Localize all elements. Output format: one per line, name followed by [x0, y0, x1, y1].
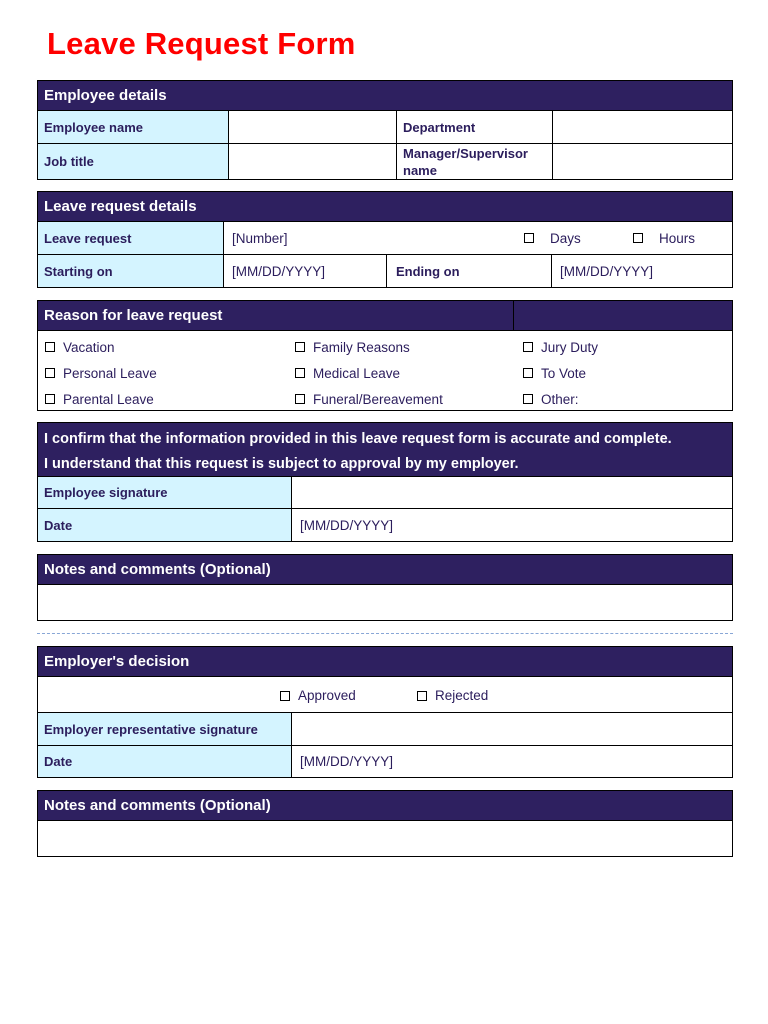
family-reasons-label: Family Reasons [313, 339, 410, 355]
reason-option-vacation[interactable] [45, 334, 295, 360]
employee-details-section [37, 80, 733, 180]
department-field[interactable] [552, 111, 732, 143]
leave-request-section [37, 191, 733, 288]
employee-signature-label: Employee signature [38, 477, 291, 508]
notes-field-2[interactable] [38, 820, 732, 856]
reason-section [37, 300, 733, 411]
days-option[interactable] [524, 231, 581, 246]
employer-decision-section [37, 646, 733, 778]
reason-option-personal-leave[interactable] [45, 360, 295, 386]
employer-signature-field[interactable] [291, 713, 732, 745]
to-vote-checkbox[interactable] [523, 368, 533, 378]
personal-leave-label: Personal Leave [63, 365, 157, 381]
to-vote-label: To Vote [541, 365, 587, 381]
days-checkbox[interactable] [524, 233, 534, 243]
employer-date-field[interactable]: [MM/DD/YYYY] [291, 746, 732, 777]
starting-on-field[interactable]: [MM/DD/YYYY] [223, 255, 386, 287]
other-label: Other: [541, 391, 579, 407]
job-title-field[interactable] [228, 144, 396, 179]
employee-date-field[interactable]: [MM/DD/YYYY] [291, 509, 732, 541]
reason-option-to-vote[interactable] [523, 360, 732, 386]
hours-checkbox[interactable] [633, 233, 643, 243]
starting-on-label: Starting on [38, 255, 223, 287]
hours-label: Hours [659, 230, 696, 246]
confirmation-line-2: I understand that this request is subject to approval by my employer. [44, 456, 519, 472]
parental-leave-checkbox[interactable] [45, 394, 55, 404]
funeral-bereavement-checkbox[interactable] [295, 394, 305, 404]
approved-label: Approved [298, 688, 356, 703]
hours-option[interactable] [633, 231, 695, 246]
rejected-label: Rejected [435, 688, 489, 703]
reason-options [38, 330, 732, 410]
employee-name-label: Employee name [38, 111, 228, 143]
employee-signature-field[interactable] [291, 477, 732, 508]
employee-details-header: Employee details [38, 81, 732, 110]
approved-option[interactable] [280, 688, 356, 703]
vacation-label: Vacation [63, 339, 115, 355]
employer-date-label: Date [38, 746, 291, 777]
leave-request-label: Leave request [38, 222, 223, 254]
personal-leave-checkbox[interactable] [45, 368, 55, 378]
notes-section-2 [37, 790, 733, 857]
family-reasons-checkbox[interactable] [295, 342, 305, 352]
reason-option-other[interactable] [523, 386, 732, 412]
employee-date-label: Date [38, 509, 291, 541]
reason-option-jury-duty[interactable] [523, 334, 732, 360]
employee-name-field[interactable] [228, 111, 396, 143]
reason-option-family-reasons[interactable] [295, 334, 523, 360]
jury-duty-checkbox[interactable] [523, 342, 533, 352]
ending-on-field[interactable]: [MM/DD/YYYY] [551, 255, 732, 287]
reason-header-blank [514, 301, 732, 330]
notes-header-2: Notes and comments (Optional) [38, 791, 732, 820]
manager-field[interactable] [552, 144, 732, 179]
employer-signature-label: Employer representative signature [38, 713, 291, 745]
job-title-label: Job title [38, 144, 228, 179]
notes-field-1[interactable] [38, 584, 732, 620]
reason-option-funeral-bereavement[interactable] [295, 386, 523, 412]
page-title: Leave Request Form [47, 26, 356, 61]
notes-section-1 [37, 554, 733, 621]
cut-line-divider [37, 633, 733, 634]
rejected-checkbox[interactable] [417, 691, 427, 701]
other-checkbox[interactable] [523, 394, 533, 404]
leave-request-header: Leave request details [38, 192, 732, 221]
manager-label: Manager/Supervisor name [396, 144, 552, 179]
days-label: Days [550, 230, 581, 246]
parental-leave-label: Parental Leave [63, 391, 154, 407]
reason-option-parental-leave[interactable] [45, 386, 295, 412]
notes-header-1: Notes and comments (Optional) [38, 555, 732, 584]
leave-request-field[interactable] [223, 222, 732, 254]
vacation-checkbox[interactable] [45, 342, 55, 352]
reason-header: Reason for leave request [38, 301, 514, 330]
medical-leave-label: Medical Leave [313, 365, 401, 381]
department-label: Department [396, 111, 552, 143]
number-placeholder: [Number] [232, 230, 288, 246]
medical-leave-checkbox[interactable] [295, 368, 305, 378]
approved-checkbox[interactable] [280, 691, 290, 701]
jury-duty-label: Jury Duty [541, 339, 599, 355]
funeral-bereavement-label: Funeral/Bereavement [313, 391, 443, 407]
confirmation-line-1: I confirm that the information provided in this leave request form is accurate and complete. [44, 431, 672, 447]
rejected-option[interactable] [417, 688, 488, 703]
reason-option-medical-leave[interactable] [295, 360, 523, 386]
employer-decision-header: Employer's decision [38, 647, 732, 676]
confirmation-statement [38, 423, 732, 476]
confirmation-section [37, 422, 733, 542]
ending-on-label: Ending on [386, 255, 551, 287]
decision-options [38, 676, 732, 712]
